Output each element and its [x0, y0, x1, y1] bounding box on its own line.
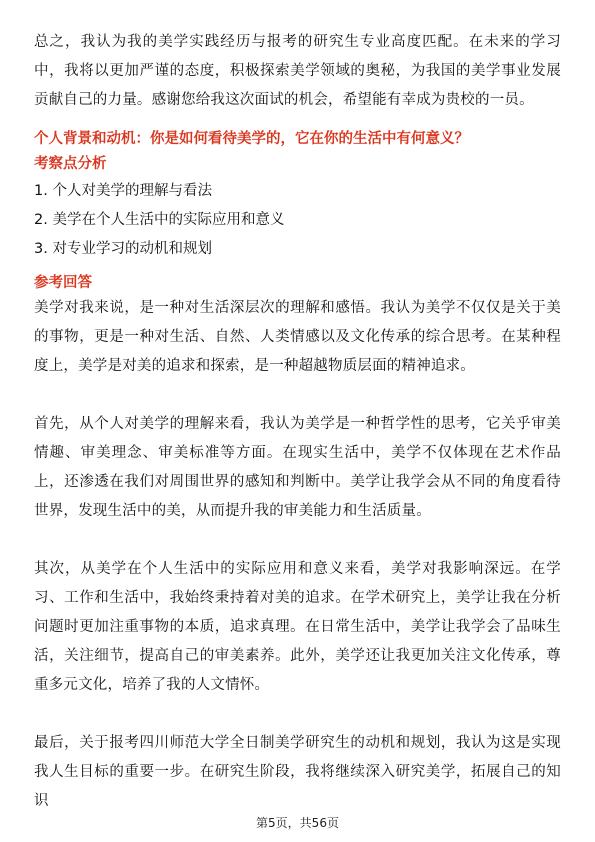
paragraph-spacer	[34, 381, 561, 410]
answer-paragraph: 美学对我来说，是一种对生活深层次的理解和感悟。我认为美学不仅仅是关于美的事物，更是一种对生活、自然、人类情感以及文化传承的综合思考。在某种程度上，美学是对美的追求和探索，是一种超越物质层面的精神追求。	[34, 300, 561, 374]
intro-paragraph: 总之，我认为我的美学实践经历与报考的研究生专业高度匹配。在未来的学习中，我将以更加严谨的态度，积极探索美学领域的奥秘，为我国的美学事业发展贡献自己的力量。感谢您给我这次面试的机会，希望能有幸成为贵校的一员。	[34, 34, 561, 108]
document-page	[34, 28, 561, 816]
analysis-heading: 考察点分析	[34, 156, 107, 172]
answer-paragraph: 其次，从美学在个人生活中的实际应用和意义来看，美学对我影响深远。在学习、工作和生活中，我始终秉持着对美的追求。在学术研究上，美学让我在分析问题时更加注重事物的本质，追求真理。在日常生活中，美学让我学会了品味生活，关注细节，提高自己的审美素养。此外，美学还让我更加关注文化传承，尊重多元文化，培养了我的人文情怀。	[34, 561, 561, 693]
analysis-point: 3. 对专业学习的动机和规划	[34, 241, 212, 257]
paragraph-spacer	[34, 700, 561, 729]
analysis-points-list	[34, 177, 561, 264]
analysis-point: 1. 个人对美学的理解与看法	[34, 183, 212, 199]
answer-heading: 参考回答	[34, 275, 92, 291]
paragraph-spacer	[34, 526, 561, 555]
answer-paragraph: 最后，关于报考四川师范大学全日制美学研究生的动机和规划，我认为这是实现我人生目标的重要一步。在研究生阶段，我将继续深入研究美学，拓展自己的知识	[34, 735, 561, 809]
page-footer: 第5页，共56页	[256, 816, 339, 830]
analysis-point: 2. 美学在个人生活中的实际应用和意义	[34, 212, 285, 228]
answer-paragraph: 首先，从个人对美学的理解来看，我认为美学是一种哲学性的思考，它关乎审美情趣、审美理念、审美标准等方面。在现实生活中，美学不仅体现在艺术作品上，还渗透在我们对周围世界的感知和判断中。美学让我学会从不同的角度看待世界，发现生活中的美，从而提升我的审美能力和生活质量。	[34, 416, 561, 519]
question-heading: 个人背景和动机：你是如何看待美学的，它在你的生活中有何意义？	[34, 131, 469, 147]
